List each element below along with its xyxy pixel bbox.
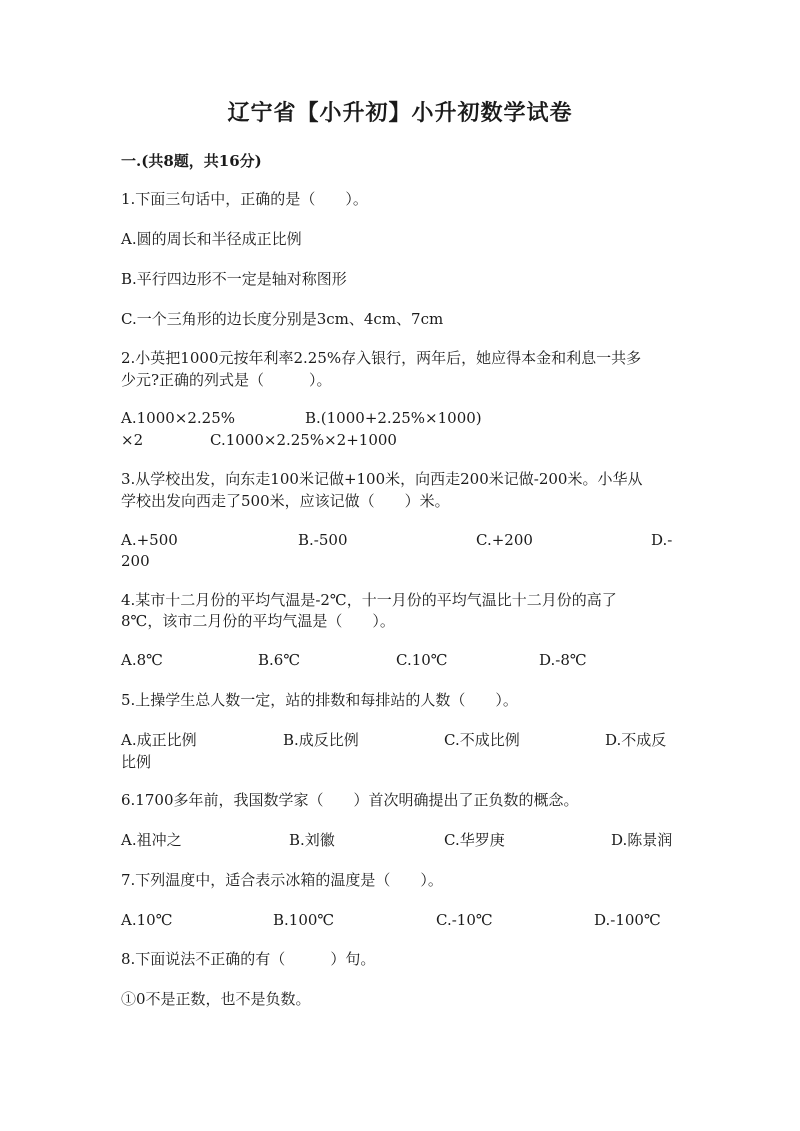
question-5-option-c: C.不成比例 <box>444 731 520 749</box>
question-4-stem-line-1: 4.某市十二月份的平均气温是-2℃，十一月份的平均气温比十二月份的高了 <box>121 591 617 609</box>
question-5-option-a: A.成正比例 <box>121 731 197 749</box>
question-4-option-d: D.-8℃ <box>539 651 587 669</box>
question-7-option-c: C.-10℃ <box>436 911 493 929</box>
question-6-option-c: C.华罗庚 <box>444 831 505 849</box>
question-6-stem: 6.1700多年前，我国数学家（ ）首次明确提出了正负数的概念。 <box>121 791 579 809</box>
question-7-option-b: B.100℃ <box>273 911 335 929</box>
question-3-option-c: C.+200 <box>476 531 533 549</box>
question-4-option-b: B.6℃ <box>258 651 301 669</box>
question-4-option-a: A.8℃ <box>121 651 163 669</box>
question-5-stem: 5.上操学生总人数一定，站的排数和每排站的人数（ ）。 <box>121 691 518 709</box>
question-1-stem: 1.下面三句话中，正确的是（ ）。 <box>121 190 368 208</box>
question-2-option-a: A.1000×2.25% <box>121 409 235 427</box>
question-5-option-d: D.不成反 <box>605 731 667 749</box>
question-3-option-a: A.+500 <box>121 531 178 549</box>
question-2-option-b: B.(1000+2.25%×1000) <box>305 409 482 427</box>
question-1-option-b: B.平行四边形不一定是轴对称图形 <box>121 270 347 288</box>
question-7-option-d: D.-100℃ <box>594 911 661 929</box>
question-6-option-b: B.刘徽 <box>289 831 335 849</box>
question-4-stem-line-2: 8℃，该市二月份的平均气温是（ ）。 <box>121 612 395 630</box>
question-4-option-c: C.10℃ <box>396 651 448 669</box>
question-8-statement-1: ①0不是正数，也不是负数。 <box>121 990 311 1008</box>
question-7-option-a: A.10℃ <box>121 911 173 929</box>
question-2-option-c: C.1000×2.25%×2+1000 <box>210 431 397 449</box>
question-3-stem-line-2: 学校出发向西走了500米，应该记做（ ）米。 <box>121 492 450 510</box>
question-6-option-a: A.祖冲之 <box>121 831 182 849</box>
question-5-option-d-cont: 比例 <box>121 753 152 771</box>
question-3-option-b: B.-500 <box>298 531 348 549</box>
question-3-stem-line-1: 3.从学校出发，向东走100米记做+100米，向西走200米记做-200米。小华从 <box>121 470 643 488</box>
section-heading: 一.(共8题，共16分) <box>121 152 262 170</box>
exam-title: 辽宁省【小升初】小升初数学试卷 <box>227 100 573 126</box>
question-2-option-b-cont: ×2 <box>121 431 144 449</box>
question-8-stem: 8.下面说法不正确的有（ ）句。 <box>121 950 376 968</box>
question-5-option-b: B.成反比例 <box>283 731 359 749</box>
question-1-option-c: C.一个三角形的边长度分别是3cm、4cm、7cm <box>121 310 444 328</box>
question-3-option-d: D.- <box>651 531 673 549</box>
question-6-option-d: D.陈景润 <box>611 831 673 849</box>
question-7-stem: 7.下列温度中，适合表示冰箱的温度是（ ）。 <box>121 871 443 889</box>
question-2-stem-line-1: 2.小英把1000元按年利率2.25%存入银行，两年后，她应得本金和利息一共多 <box>121 349 642 367</box>
question-2-stem-line-2: 少元?正确的列式是（ ）。 <box>121 371 332 389</box>
question-3-option-d-cont: 200 <box>121 552 150 570</box>
question-1-option-a: A.圆的周长和半径成正比例 <box>121 230 302 248</box>
